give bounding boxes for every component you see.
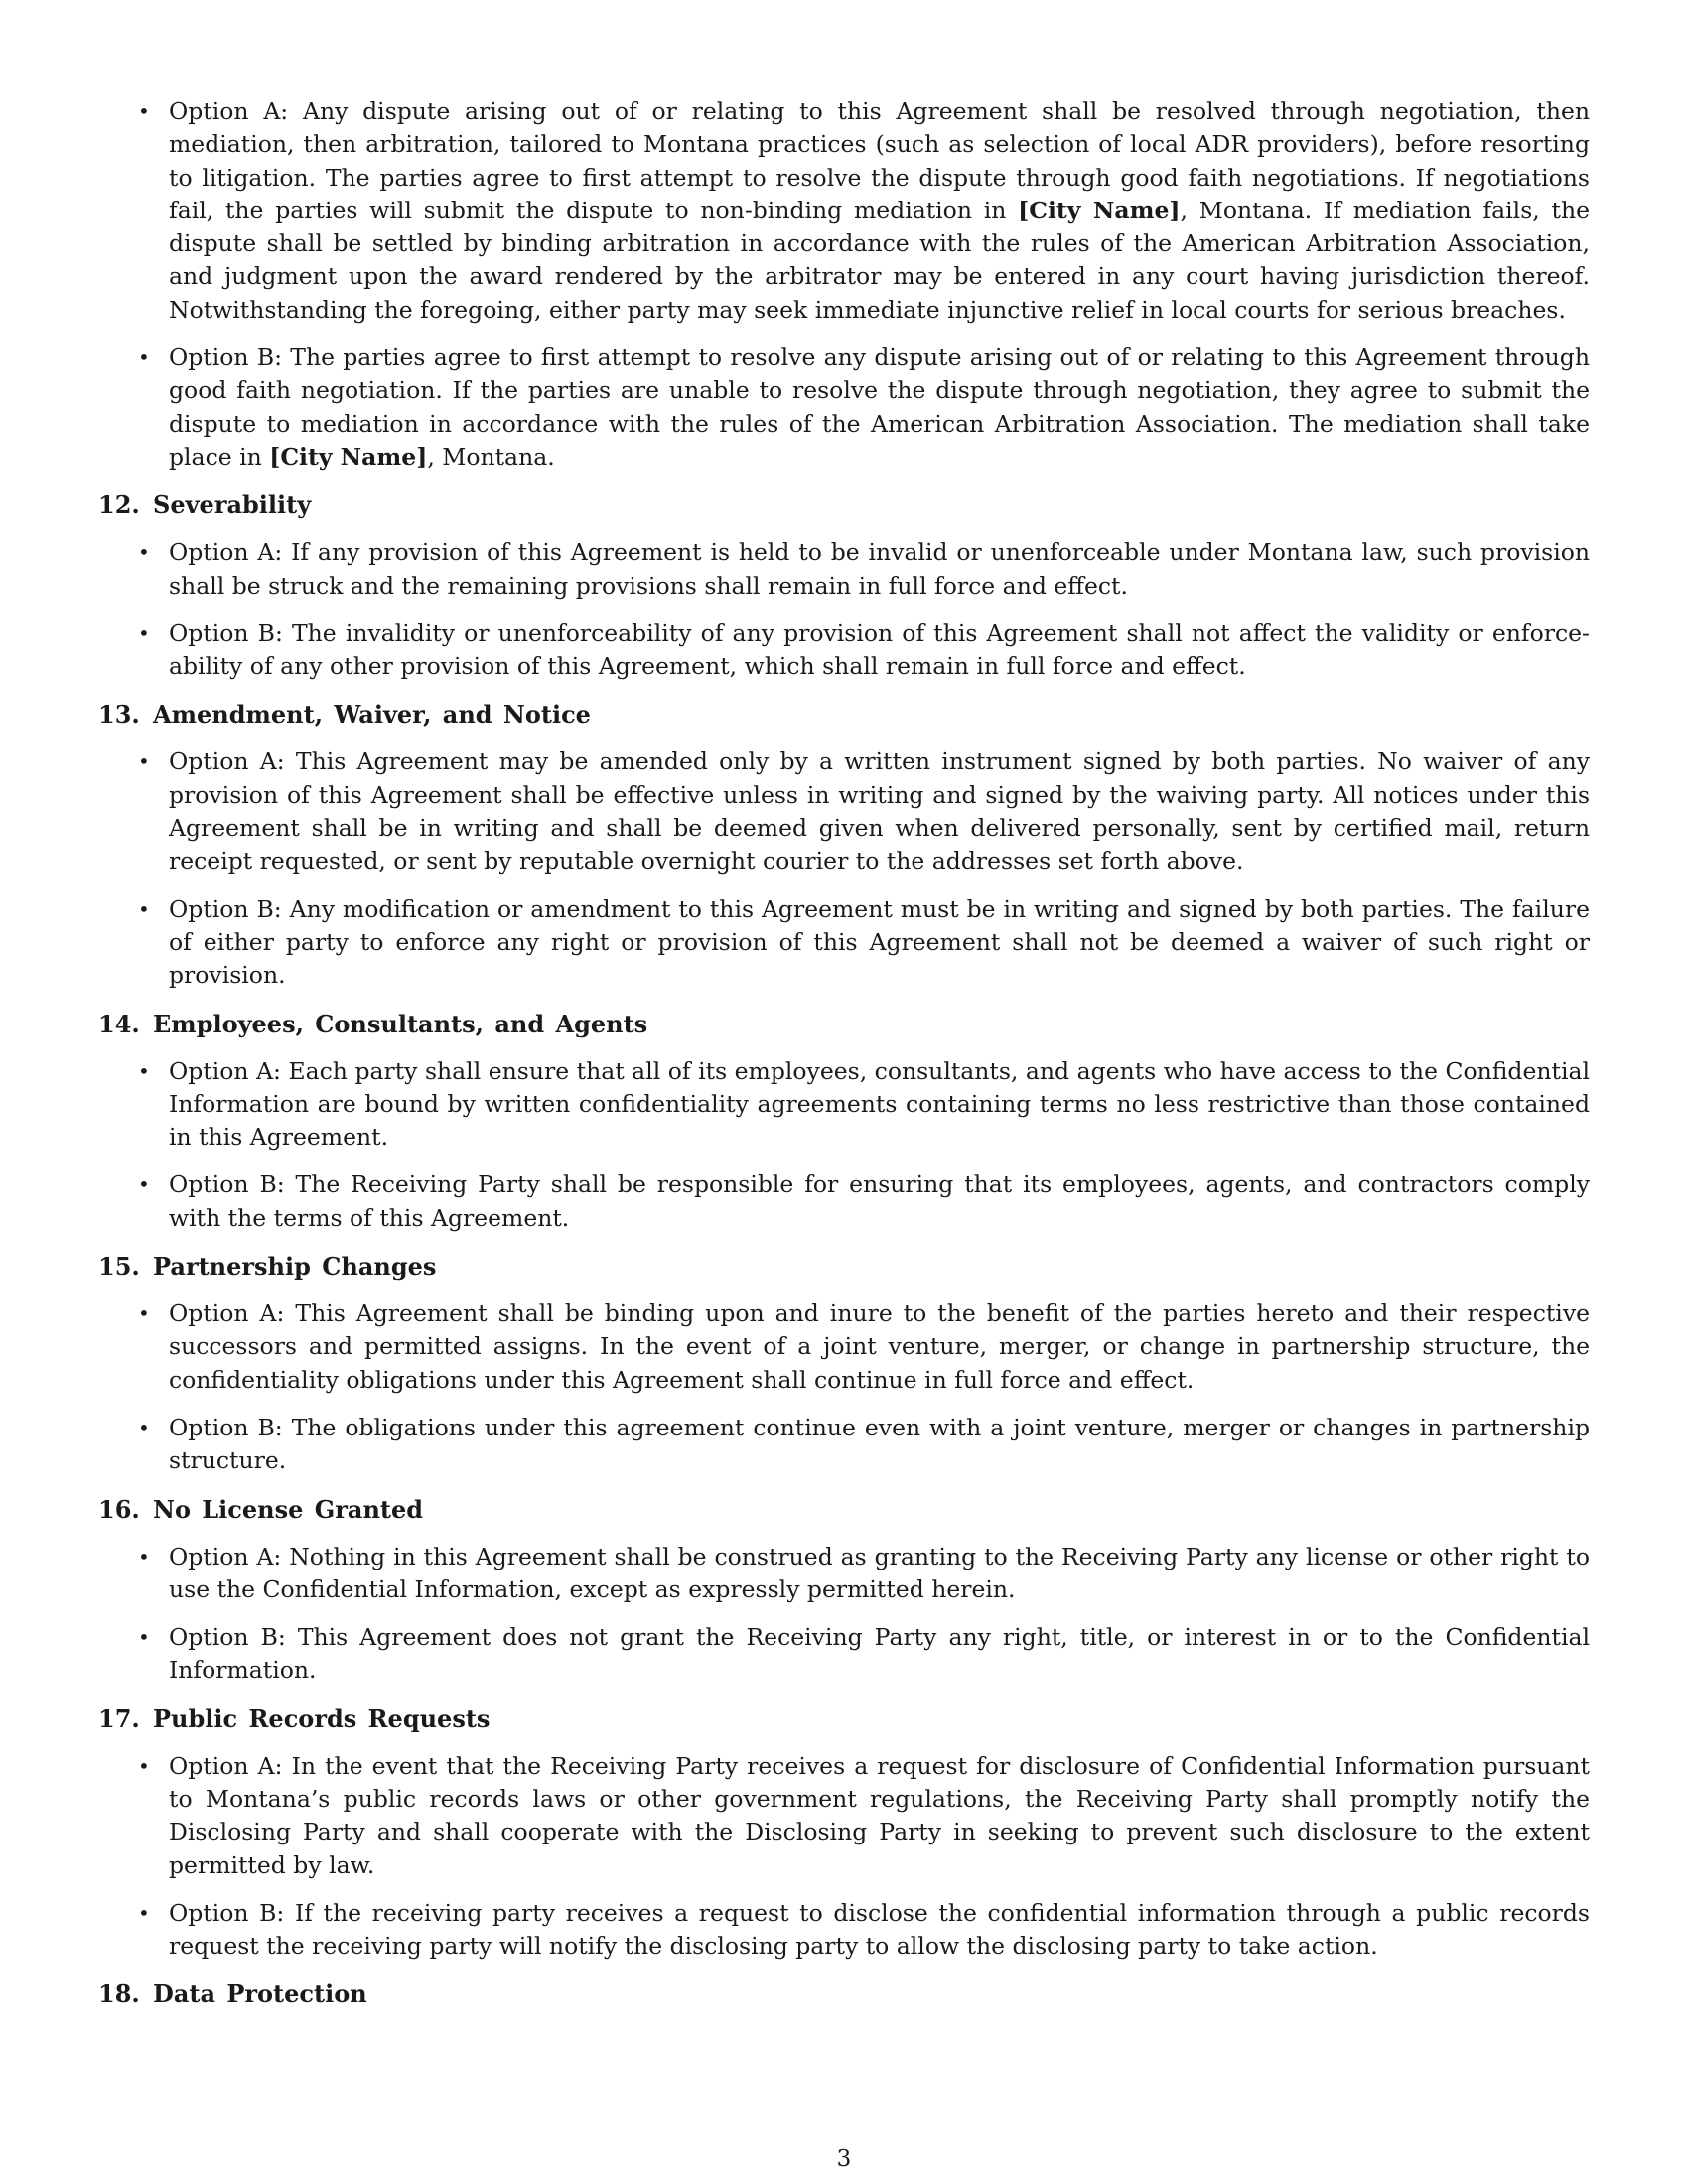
section-heading-employees: 14. Employees, Consultants, and Agents bbox=[98, 1009, 648, 1038]
dispute-resolution-options bbox=[98, 95, 1590, 474]
dispute-option-b: • Option B: The parties agree to first attempt to resolve any dispute arising out of or relating to this Agreement through good faith negotiation. If the parties are unable to resolve the dispute through negotiation, they agree to submit the dispute to mediation in accordance with the rules of the American Arbitration Association. The mediation shall take place in [City Name], Montana. bbox=[98, 341, 1590, 474]
list-item: • Option B: The obligations under this agreement continue even with a joint venture, merger or changes in partnership structure. bbox=[98, 1412, 1590, 1478]
list-item: • Option A: In the event that the Receiving Party receives a request for disclosure of Confidential Information pursuant to Montana’s public records laws or other government regulations, the Receiving Party shall promptly notify the Disclosing Party and shall cooperate with the Disclosing Party in seeking to prevent such disclosure to the extent permitted by law. bbox=[98, 1750, 1590, 1882]
list-item: • Option B: Any modification or amendment to this Agreement must be in writing and signed by both parties. The failure of either party to enforce any right or provision of this Agreement shall not be deemed a waiver of such right or provision. bbox=[98, 893, 1590, 993]
city-name-placeholder: [City Name] bbox=[1018, 196, 1181, 224]
section-heading-severability: 12. Severability bbox=[98, 490, 312, 520]
section-heading-public-records: 17. Public Records Requests bbox=[98, 1704, 491, 1733]
list-item: • Option A: Each party shall ensure that all of its employees, consultants, and agents who have access to the Confidential Information are bound by written confidentiality agreements containing terms no less restrictive than those contained in this Agreement. bbox=[98, 1055, 1590, 1155]
partnership-options bbox=[98, 1297, 1590, 1477]
dispute-option-a: • Option A: Any dispute arising out of or relating to this Agreement shall be resolved through negotiation, then mediation, then arbitration, tailored to Montana practices (such as selection of local ADR providers), before resorting to litigation. The parties agree to first attempt to resolve the dispute through good faith negotiations. If negotiations fail, the parties will submit the dispute to non-binding mediation in [City Name], Montana. If mediation fails, the dispute shall be settled by binding arbitration in accordance with the rules of the American Arbitration Association, and judgment upon the award rendered by the arbitrator may be entered in any court having jurisdiction thereof. Notwithstanding the foregoing, either party may seek immediate injunctive relief in local courts for serious breaches. bbox=[98, 95, 1590, 327]
severability-options bbox=[98, 536, 1590, 683]
section-heading-no-license: 16. No License Granted bbox=[98, 1494, 424, 1524]
section-heading-amendment: 13. Amendment, Waiver, and Notice bbox=[98, 700, 591, 730]
list-item: • Option A: Nothing in this Agreement shall be construed as granting to the Receiving Party any license or other right to use the Confidential Information, except as expressly permitted herein. bbox=[98, 1541, 1590, 1607]
list-item: • Option A: This Agreement may be amended only by a written instrument signed by both parties. No waiver of any provision of this Agreement shall be effective unless in writing and signed by the waiving party. All notices under this Agreement shall be in writing and shall be deemed given when delivered personally, sent by certified mail, return receipt requested, or sent by reputable overnight courier to the addresses set forth above. bbox=[98, 746, 1590, 878]
list-item: • Option B: The invalidity or unenforceability of any provision of this Agreement shall not affect the validity or enforceability of any other provision of this Agreement, which shall remain in full force and effect. bbox=[98, 617, 1590, 684]
amendment-options bbox=[98, 746, 1590, 992]
page-number: 3 bbox=[836, 2146, 852, 2172]
no-license-options bbox=[98, 1541, 1590, 1688]
list-item: • Option A: This Agreement shall be binding upon and inure to the benefit of the parties hereto and their respective successors and permitted assigns. In the event of a joint venture, merger, or change in partnership structure, the confidentiality obligations under this Agreement shall continue in full force and effect. bbox=[98, 1297, 1590, 1397]
city-name-placeholder: [City Name] bbox=[269, 442, 428, 471]
list-item: • Option B: If the receiving party receives a request to disclose the confidential information through a public records request the receiving party will notify the disclosing party to allow the disclosing party to take action. bbox=[98, 1897, 1590, 1964]
list-item: • Option A: If any provision of this Agreement is held to be invalid or unenforceable under Montana law, such provision shall be struck and the remaining provisions shall remain in full force and effect. bbox=[98, 536, 1590, 603]
employees-options bbox=[98, 1055, 1590, 1235]
section-heading-partnership: 15. Partnership Changes bbox=[98, 1252, 437, 1282]
list-item: • Option B: The Receiving Party shall be responsible for ensuring that its employees, agents, and contractors comply with the terms of this Agreement. bbox=[98, 1168, 1590, 1235]
document-page bbox=[98, 95, 1590, 2025]
list-item: • Option B: This Agreement does not grant the Receiving Party any right, title, or interest in or to the Confidential Information. bbox=[98, 1621, 1590, 1688]
section-heading-data-protection: 18. Data Protection bbox=[98, 1979, 367, 2009]
public-records-options bbox=[98, 1750, 1590, 1964]
